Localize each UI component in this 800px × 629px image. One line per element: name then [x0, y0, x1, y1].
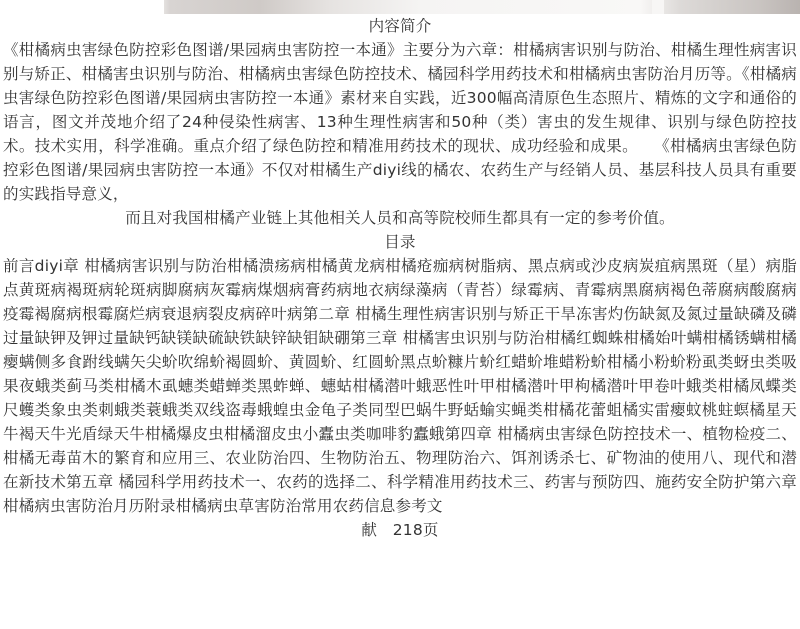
- toc-last-line: 献 218页: [361, 521, 439, 539]
- toc-heading: 目录: [384, 233, 416, 251]
- intro-paragraph: 《柑橘病虫害绿色防控彩色图谱/果园病虫害防控一本通》主要分为六章：柑橘病害识别与防治、柑橘生理性病害识别与矫正、柑橘害虫识别与防治、柑橘病虫害绿色防控技术、橘园科学用药技术和柑橘病虫害防治月历等。《柑橘病虫害绿色防控彩色图谱/果园病虫害防控一本通》素材来自实践，近300幅高清原色生态照片、精炼的文字和通俗的语言，图文并茂地介绍了24种侵染性病害、13种生理性病害和50种（类）害虫的发生规律、识别与绿色防控技术。技术实用，科学准确。重点介绍了绿色防控和精准用药技术的现状、成功经验和成果。 《柑橘病虫害绿色防控彩色图谱/果园病虫害防控一本通》不仅对柑橘生产diyi线的橘农、农药生产与经销人员、基层科技人员具有重要的实践指导意义，: [3, 41, 797, 203]
- intro-heading: 内容简介: [368, 17, 432, 35]
- intro-paragraph-end: 而且对我国柑橘产业链上其他相关人员和高等院校师生都具有一定的参考价值。: [125, 209, 675, 227]
- product-description: [0, 14, 800, 542]
- toc-body: 前言diyi章 柑橘病害识别与防治柑橘溃疡病柑橘黄龙病柑橘疮痂病树脂病、黑点病或沙皮病炭疽病黑斑（星）病脂点黄斑病褐斑病轮斑病脚腐病灰霉病煤烟病膏药病地衣病绿藻病（青苔）绿霉病、青霉病黑腐病褐色蒂腐病酸腐病疫霉褐腐病根霉腐烂病衰退病裂皮病碎叶病第二章 柑橘生理性病害识别与矫正干旱冻害灼伤缺氮及氮过量缺磷及磷过量缺钾及钾过量缺钙缺镁缺硫缺铁缺锌缺钼缺硼第三章 柑橘害虫识别与防治柑橘红蜘蛛柑橘始叶螨柑橘锈螨柑橘瘿螨侧多食跗线螨矢尖蚧吹绵蚧褐圆蚧、黄圆蚧、红圆蚧黑点蚧糠片蚧红蜡蚧堆蜡粉蚧柑橘小粉蚧粉虱类蚜虫类吸果夜蛾类蓟马类柑橘木虱蟪类蜡蝉类黑蚱蝉、蟪蛄柑橘潜叶蛾恶性叶甲柑橘潜叶甲枸橘潜叶甲卷叶蛾类柑橘凤蝶类尺蠖类象虫类刺蛾类蓑蛾类双线盗毒蛾蝗虫金龟子类同型巴蜗牛野蛞蝓实蝇类柑橘花蕾蛆橘实雷瘿蚊桃蛀螟橘星天牛褐天牛光盾绿天牛柑橘爆皮虫柑橘溜皮虫小蠹虫类咖啡豹蠹蛾第四章 柑橘病虫害绿色防控技术一、植物检疫二、柑橘无毒苗木的繁育和应用三、农业防治四、生物防治五、物理防治六、饵剂诱杀七、矿物油的使用八、现代和潜在新技术第五章 橘园科学用药技术一、农药的选择二、科学精准用药技术三、药害与预防四、施药安全防护第六章 柑橘病虫害防治月历附录柑橘病虫草害防治常用农药信息参考文: [3, 257, 797, 515]
- top-image-fragment: [0, 0, 800, 14]
